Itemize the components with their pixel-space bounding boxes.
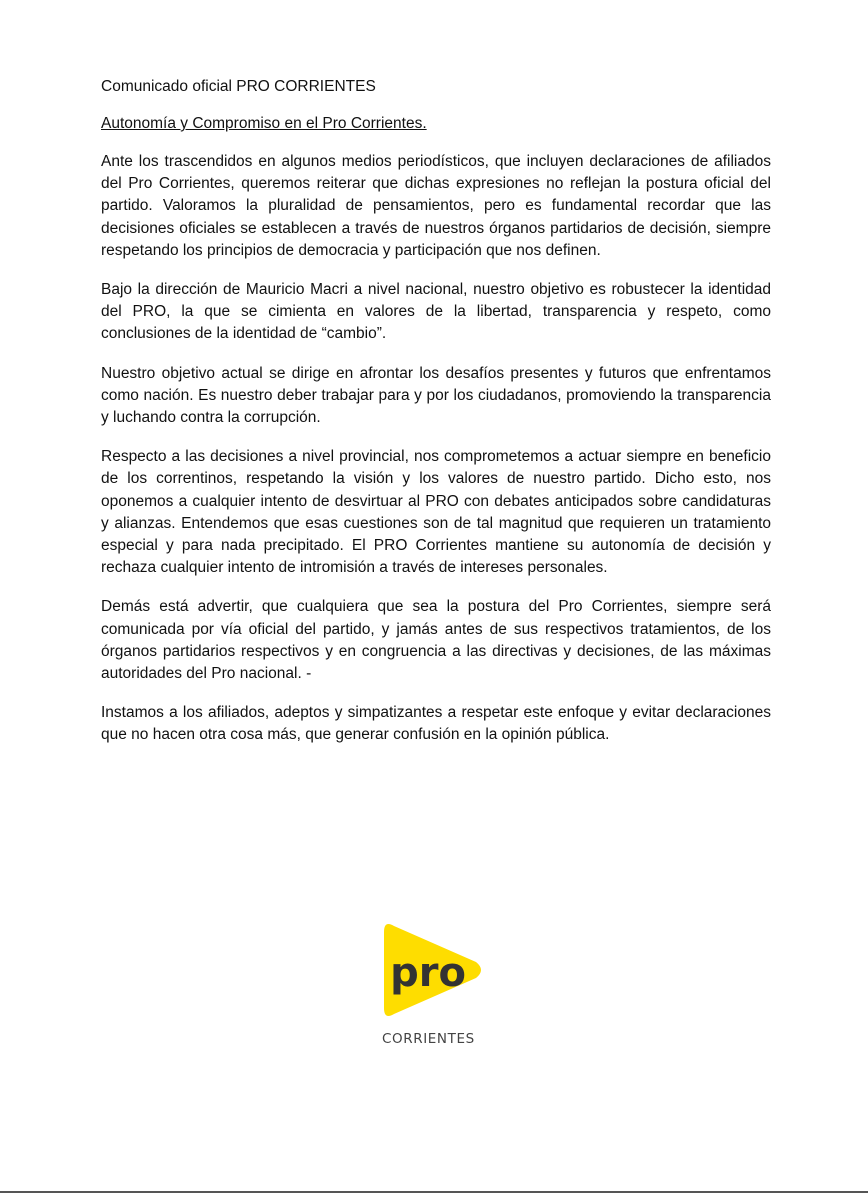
document-heading: Comunicado oficial PRO CORRIENTES [101,78,376,95]
document-subheading: Autonomía y Compromiso en el Pro Corrientes. [101,115,427,132]
paragraph-1: Ante los trascendidos en algunos medios periodísticos, que incluyen declaraciones de afiliados del Pro Corrientes, queremos reiterar que dichas expresiones no reflejan la postura oficial del partido. Valoramos la pluralidad de pensamientos, pero es fundamental recordar que las decisiones oficiales se establecen a través de nuestros órganos partidarios de decisión, siempre respetando los principios de democracia y participación que nos definen. [101,153,771,259]
document-body [101,76,771,764]
paragraph-6: Instamos a los afiliados, adeptos y simpatizantes a respetar este enfoque y evitar declaraciones que no hacen otra cosa más, que generar confusión en la opinión pública. [101,704,771,744]
paragraph-4: Respecto a las decisiones a nivel provincial, nos comprometemos a actuar siempre en beneficio de los correntinos, respetando la visión y los valores de nuestro partido. Dicho esto, nos oponemos a cualquier intento de desvirtuar al PRO con debates anticipados sobre candidaturas y alianzas. Entendemos que esas cuestiones son de tal magnitud que requieren un tratamiento especial y para nada precipitado. El PRO Corrientes mantiene su autonomía de decisión y rechaza cualquier intento de intromisión a través de intereses personales. [101,448,771,577]
logo-caption: CORRIENTES [382,1031,475,1047]
pro-play-icon [372,916,502,1024]
paragraph-2: Bajo la dirección de Mauricio Macri a nivel nacional, nuestro objetivo es robustecer la identidad del PRO, la que se cimienta en valores de la libertad, transparencia y respeto, como conclusiones de la identidad de “cambio”. [101,281,771,343]
paragraph-3: Nuestro objetivo actual se dirige en afrontar los desafíos presentes y futuros que enfrentamos como nación. Es nuestro deber trabajar para y por los ciudadanos, promoviendo la transparencia y luchando contra la corrupción. [101,364,771,427]
logo-wordmark: pro [390,950,466,996]
page-bottom-divider [0,1191,868,1193]
paragraph-5: Demás está advertir, que cualquiera que sea la postura del Pro Corrientes, siempre será comunicada por vía oficial del partido, y jamás antes de sus respectivos tratamientos, de los órganos partidarios respectivos y en congruencia a las directivas y decisiones, de las máximas autoridades del Pro nacional. - [101,598,771,683]
pro-logo [372,916,502,1024]
